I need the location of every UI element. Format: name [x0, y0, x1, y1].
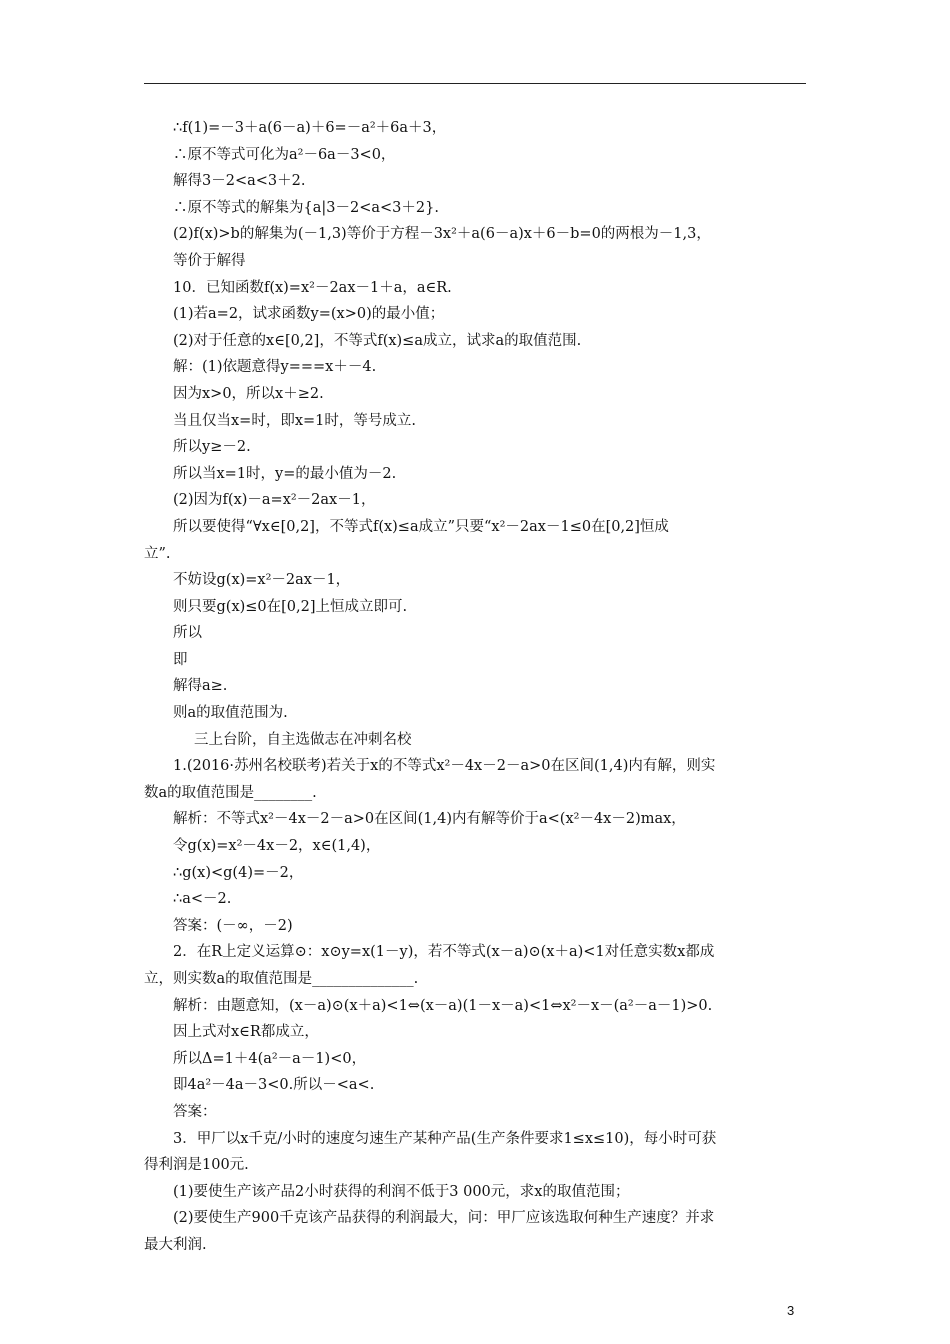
text-line: 解得a≥. — [173, 678, 228, 695]
text-line: ∴f(1)=－3＋a(6－a)＋6=－a²＋6a＋3， — [173, 120, 447, 136]
text-line: (2)f(x)>b的解集为(－1,3)等价于方程－3x²＋a(6－a)x＋6－b=0的两根为－1,3， — [173, 226, 711, 243]
text-line: 所以当x=1时，y=的最小值为－2. — [173, 465, 397, 482]
text-line: 所以y≥－2. — [173, 439, 251, 456]
header-rule — [144, 83, 806, 84]
text-line: (2)对于任意的x∈[0,2]，不等式f(x)≤a成立，试求a的取值范围. — [173, 332, 582, 349]
text-line: ∴g(x)<g(4)=－2， — [173, 864, 304, 881]
text-line: 不妨设g(x)=x²－2ax－1， — [173, 572, 351, 589]
text-line: (2)因为f(x)－a=x²－2ax－1， — [173, 492, 376, 509]
text-line: 3．甲厂以x千克/小时的速度匀速生产某种产品(生产条件要求1≤x≤10)，每小时可获 — [173, 1130, 717, 1147]
text-line: (1)若a=2，试求函数y=(x>0)的最小值； — [173, 306, 445, 323]
page-number: 3 — [787, 1303, 795, 1318]
text-line: 1.(2016·苏州名校联考)若关于x的不等式x²－4x－2－a>0在区间(1,4)内有解，则实 — [173, 758, 716, 775]
text-line: 立，则实数a的取值范围是______________. — [144, 971, 419, 987]
text-line: 答案：(－∞，－2) — [173, 917, 293, 934]
text-line: 三上台阶，自主选做志在冲刺名校 — [194, 731, 412, 748]
text-line: 2．在R上定义运算⊙：x⊙y=x(1－y)，若不等式(x－a)⊙(x＋a)<1对任意实数x都成 — [173, 944, 715, 961]
text-line: (2)要使生产900千克该产品获得的利润最大，问：甲厂应该选取何种生产速度？并求 — [173, 1210, 715, 1227]
text-line: 等价于解得 — [173, 252, 246, 269]
text-line: 则a的取值范围为. — [173, 705, 288, 722]
text-line: 即4a²－4a－3<0.所以－<a<. — [173, 1077, 375, 1094]
text-line: 因上式对x∈R都成立， — [173, 1024, 319, 1041]
text-line: 即 — [173, 651, 188, 668]
text-line: ∴原不等式的解集为{a|3－2<a<3＋2}. — [173, 199, 439, 216]
text-line: 最大利润. — [144, 1236, 207, 1253]
text-line: ∴a<－2. — [173, 891, 232, 908]
text-line: 因为x>0，所以x＋≥2. — [173, 385, 324, 402]
text-line: 数a的取值范围是________. — [144, 784, 317, 801]
text-line: 令g(x)=x²－4x－2，x∈(1,4)， — [173, 838, 381, 855]
text-line: 所以要使得“∀x∈[0,2]，不等式f(x)≤a成立”只要“x²－2ax－1≤0在[0,2]恒成 — [173, 518, 669, 535]
text-line: 解：(1)依题意得y===x＋－4. — [173, 359, 377, 376]
text-line: 解析：由题意知，(x－a)⊙(x＋a)<1⇔(x－a)(1－x－a)<1⇔x²－x－(a²－a－1)>0. — [173, 997, 713, 1014]
text-line: 所以Δ=1＋4(a²－a－1)<0， — [173, 1050, 367, 1067]
text-line: 立”. — [144, 545, 171, 562]
text-line: 当且仅当x=时，即x=1时，等号成立. — [173, 412, 416, 429]
text-line: (1)要使生产该产品2小时获得的利润不低于3 000元，求x的取值范围； — [173, 1183, 630, 1200]
text-line: ∴原不等式可化为a²－6a－3<0， — [173, 146, 396, 163]
text-line: 解析：不等式x²－4x－2－a>0在区间(1,4)内有解等价于a<(x²－4x－2)max， — [173, 811, 686, 828]
text-line: 10．已知函数f(x)=x²－2ax－1＋a，a∈R. — [173, 279, 452, 296]
document-body — [144, 115, 806, 1259]
text-line: 答案： — [173, 1103, 217, 1120]
text-line: 得利润是100元. — [144, 1157, 249, 1174]
text-line: 所以 — [173, 625, 202, 642]
text-line: 解得3－2<a<3＋2. — [173, 173, 306, 190]
text-line: 则只要g(x)≤0在[0,2]上恒成立即可. — [173, 598, 408, 615]
